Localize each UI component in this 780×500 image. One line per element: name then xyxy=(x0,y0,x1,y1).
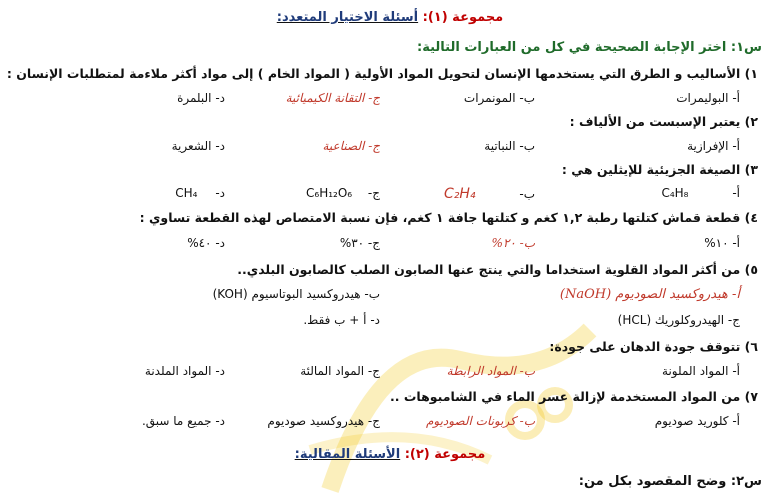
q5-option-c[interactable]: ج- الهيدروكلوريك (HCL) xyxy=(617,313,740,327)
q6-option-a[interactable]: أ- المواد الملونة xyxy=(662,364,740,378)
question-5: ٥) من أكثر المواد القلوية استخداما والتي ينتج عنها الصابون الصلب كالصابون البلدي.. xyxy=(237,262,758,277)
question-set-2-heading: س٢: وضح المقصود بكل من: xyxy=(578,474,762,489)
group2-label: الأسئلة المقالية: xyxy=(294,447,401,462)
q5-option-b[interactable]: ب- هيدروكسيد البوتاسيوم (KOH) xyxy=(212,287,380,301)
q7-option-b-answer[interactable]: ب- كربونات الصوديوم xyxy=(425,414,535,428)
q7-option-c[interactable]: ج- هيدروكسيد صوديوم xyxy=(267,414,380,428)
q1-option-a[interactable]: أ- البوليمرات xyxy=(676,91,740,105)
q4-option-a[interactable]: أ- ١٠% xyxy=(704,236,740,250)
q1-option-d[interactable]: د- البلمرة xyxy=(177,91,225,105)
q3-option-c[interactable] xyxy=(306,186,380,200)
q4-option-d[interactable]: د- ٤٠% xyxy=(187,236,225,250)
q3-option-b-answer[interactable] xyxy=(444,186,535,202)
question-2: ٢) يعتبر الإسبست من الألياف : xyxy=(569,114,758,129)
question-6: ٦) تتوقف جودة الدهان على جودة: xyxy=(549,339,758,354)
q3-option-b-label: ب- xyxy=(519,187,535,201)
q1-option-b[interactable]: ب- المونمرات xyxy=(463,91,535,105)
question-set-1-heading: س١: اختر الإجابة الصحيحة في كل من العبارات التالية: xyxy=(417,40,762,55)
q5-option-d[interactable]: د- أ + ب فقط. xyxy=(303,313,380,327)
group2-prefix: مجموعة (٢): xyxy=(404,447,486,462)
question-3: ٣) الصيغة الجزيئية للإيثلين هي : xyxy=(561,162,758,177)
group1-label: أسئلة الاختيار المتعدد: xyxy=(276,10,419,25)
q3-option-d[interactable] xyxy=(175,186,225,200)
q6-option-c[interactable]: ج- المواد المالئة xyxy=(300,364,380,378)
q3-formula-b: C₂H₄ xyxy=(444,186,476,202)
q6-option-b-answer[interactable]: ب- المواد الرابطة xyxy=(446,364,535,378)
q4-option-b-answer[interactable]: ب- ٢٠% xyxy=(491,236,535,250)
q2-option-a[interactable]: أ- الإفرازية xyxy=(687,139,740,153)
q2-option-d[interactable]: د- الشعرية xyxy=(171,139,225,153)
q3-formula-a: C₄H₈ xyxy=(661,186,689,200)
group1-prefix: مجموعة (١): xyxy=(422,10,504,25)
q6-option-d[interactable]: د- المواد الملدنة xyxy=(144,364,225,378)
q3-formula-c: C₆H₁₂O₆ xyxy=(306,186,353,200)
question-1: ١) الأساليب و الطرق التي يستخدمها الإنسان لتحويل المواد الأولية ( المواد الخام ) إلى مواد أكثر ملاءمة لمتطلبات الإنسان : xyxy=(6,66,758,81)
q4-option-c[interactable]: ج- ٣٠% xyxy=(339,236,380,250)
q3-option-a-label: أ- xyxy=(732,186,740,200)
question-4: ٤) قطعة قماش كتلتها رطبة ١,٢ كغم و كتلتها جافة ١ كغم، فإن نسبة الامتصاص لهذه القطعة تساوي : xyxy=(139,210,758,225)
question-7: ٧) من المواد المستخدمة لإزالة عسر الماء في الشامبوهات .. xyxy=(390,389,758,404)
q3-option-a[interactable] xyxy=(661,186,740,200)
q1-option-c-answer[interactable]: ج- التقانة الكيميائية xyxy=(285,91,380,105)
q3-formula-d: CH₄ xyxy=(175,186,198,200)
q5-option-a-answer[interactable]: أ- هيدروكسيد الصوديوم (NaOH) xyxy=(559,287,740,302)
group2-title xyxy=(0,447,780,462)
q2-option-c-answer[interactable]: ج- الصناعية xyxy=(322,139,380,153)
q3-option-d-label: د- xyxy=(215,186,225,200)
q7-option-d[interactable]: د- جميع ما سبق. xyxy=(141,414,225,428)
q3-option-c-label: ج- xyxy=(367,186,380,200)
group1-title xyxy=(0,10,780,25)
q7-option-a[interactable]: أ- كلوريد صوديوم xyxy=(654,414,740,428)
q2-option-b[interactable]: ب- النباتية xyxy=(484,139,535,153)
